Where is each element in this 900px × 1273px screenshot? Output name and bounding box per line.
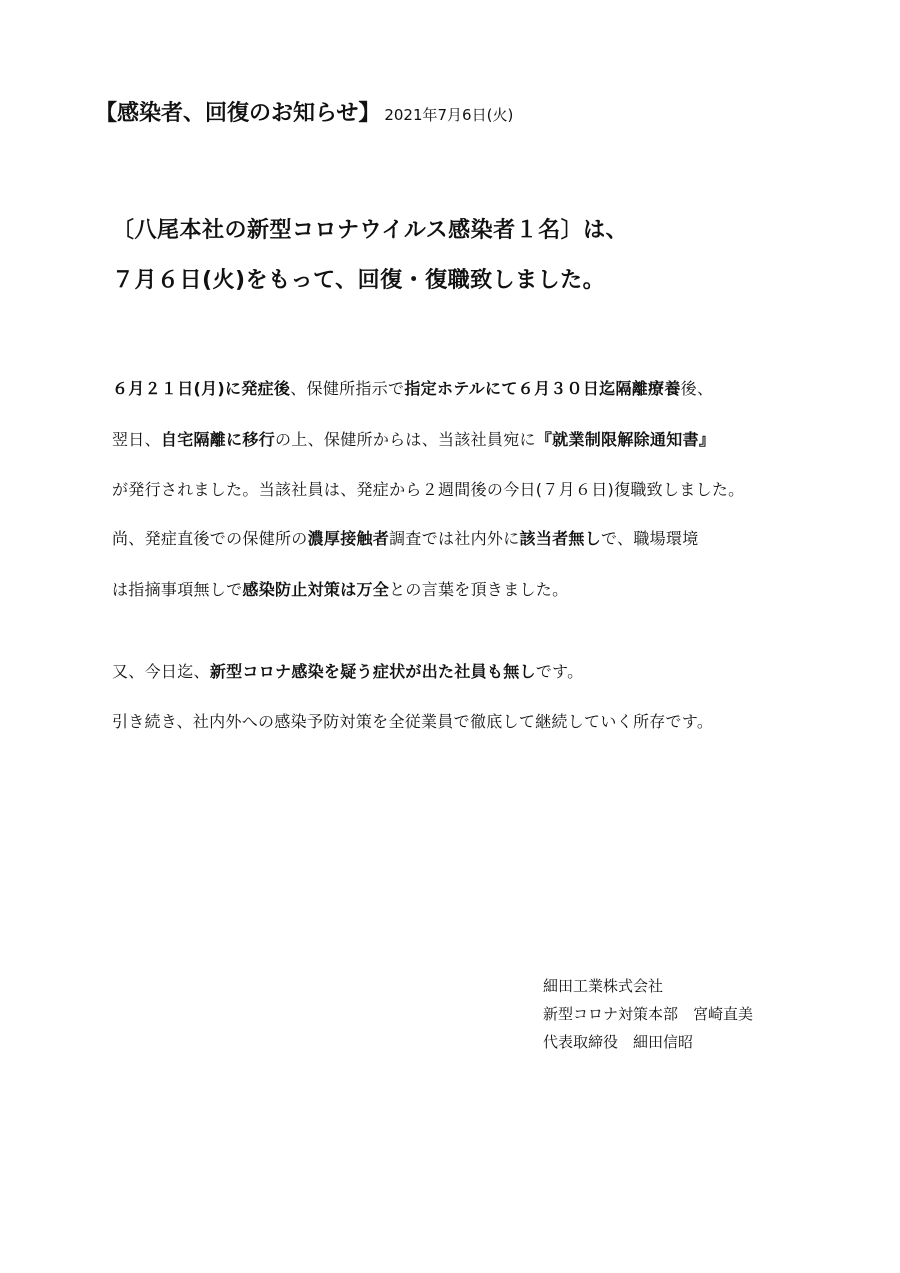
body-line [112,659,583,682]
bold-text-segment: 指定ホテルにて６月３０日迄隔離療養 [404,379,681,398]
signature-department: 新型コロナ対策本部 宮崎直美 [543,1005,754,1023]
bold-text-segment: 『就業制限解除通知書』 [535,430,716,449]
text-segment: 調査では社内外に [389,529,520,548]
body-line [112,709,713,732]
text-segment: が発行されました。当該社員は、発症から２週間後の今日(７月６日)復職致しました。 [112,480,745,499]
bold-text-segment: 濃厚接触者 [307,529,390,548]
text-segment: 後、 [680,379,714,398]
notice-title [95,96,513,127]
text-segment: 、保健所指示で [290,379,405,398]
bold-text-segment: 自宅隔離に移行 [160,430,276,449]
text-segment: との言葉を頂きました。 [389,580,569,599]
text-segment: 引き続き、社内外への感染予防対策を全従業員で徹底して継続していく所存です。 [112,712,714,731]
title-text: 【感染者、回復のお知らせ】 [95,101,381,126]
body-line [112,577,568,600]
body-line [112,526,699,549]
text-segment: です。 [535,662,584,681]
text-segment: の上、保健所からは、当該社員宛に [275,430,536,449]
headline-line-1: 〔八尾本社の新型コロナウイルス感染者１名〕は、 [112,218,629,243]
notice-date: 2021年7月6日(火) [384,106,514,124]
bold-text-segment: ６月２１日(月)に発症後 [112,379,291,398]
bold-text-segment: 感染防止対策は万全 [242,580,390,599]
body-line [112,477,745,500]
bold-text-segment: 該当者無し [519,529,602,548]
body-line [112,376,713,399]
signature-representative: 代表取締役 細田信昭 [543,1033,694,1051]
text-segment: は指摘事項無しで [112,580,243,599]
text-segment: 翌日、 [112,430,161,449]
text-segment: 尚、発症直後での保健所の [112,529,308,548]
headline-line-2: ７月６日(火)をもって、回復・復職致しました。 [112,268,606,293]
signature-company: 細田工業株式会社 [543,977,664,995]
text-segment: 又、今日迄、 [112,662,210,681]
bold-text-segment: 新型コロナ感染を疑う症状が出た社員も無し [209,662,536,681]
text-segment: で、職場環境 [601,529,699,548]
body-line [112,427,715,450]
